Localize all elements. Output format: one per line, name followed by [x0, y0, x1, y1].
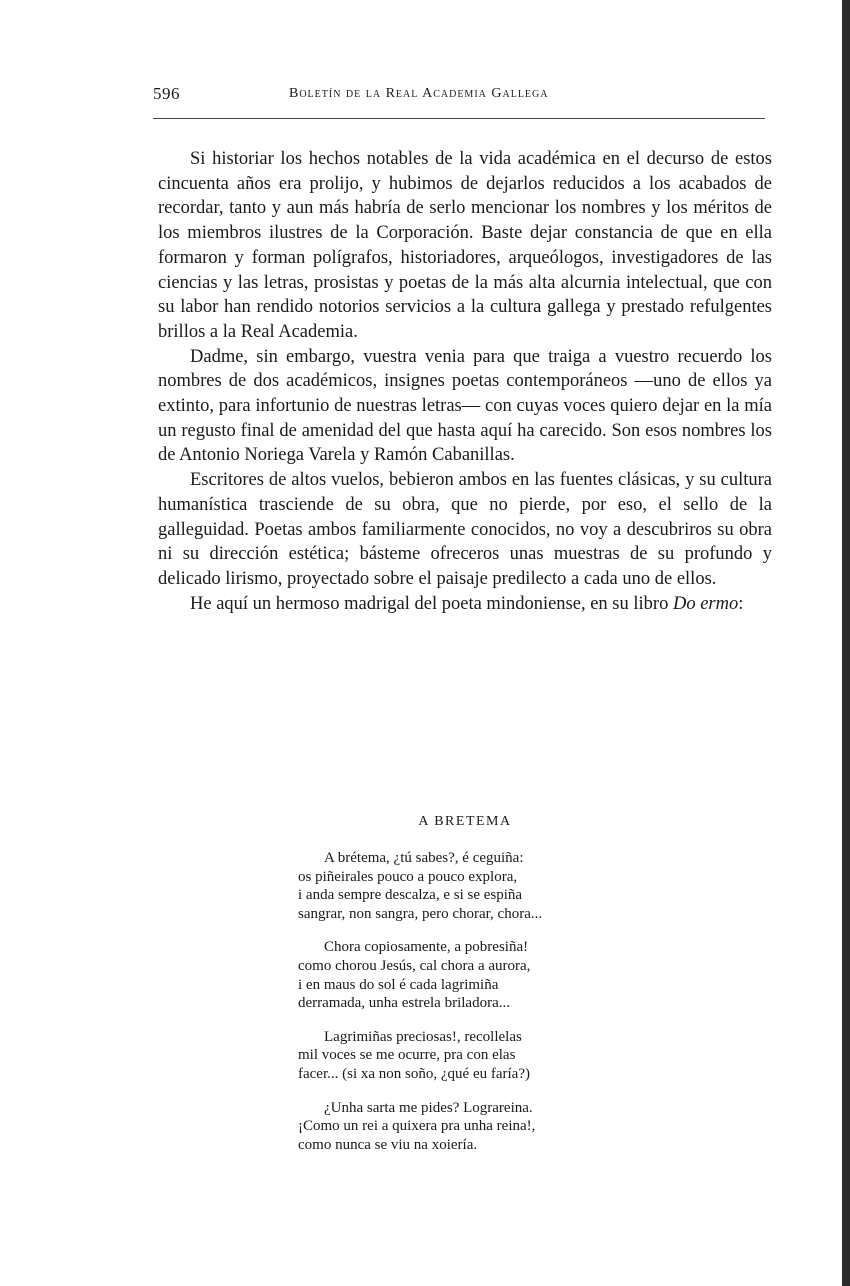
poem-stanza — [298, 1028, 718, 1084]
poem — [298, 849, 718, 1169]
body-text — [158, 147, 772, 616]
poem-line: A brétema, ¿tú sabes?, é ceguiña: — [324, 850, 524, 866]
poem-line: os piñeirales pouco a pouco explora, — [298, 868, 518, 885]
page-number: 596 — [153, 84, 180, 103]
poem-stanza — [298, 1099, 718, 1155]
poem-line: como nunca se viu na xoiería. — [298, 1136, 478, 1153]
poem-line: derramada, unha estrela briladora... — [298, 995, 510, 1012]
scan-edge — [842, 0, 850, 1286]
book-title: Do ermo — [672, 593, 739, 614]
running-title: Boletín de la Real Academia Gallega — [289, 86, 549, 101]
poem-line: mil voces se me ocurre, pra con elas — [298, 1047, 516, 1064]
intro-paragraph — [158, 592, 772, 617]
poem-line: sangrar, non sangra, pero chorar, chora... — [298, 905, 543, 922]
poem-line: ¿Unha sarta me pides? Lograreina. — [324, 1099, 533, 1116]
poem-line: como chorou Jesús, cal chora a aurora, — [298, 957, 531, 974]
paragraph: Si historiar los hechos notables de la vida académica en el decurso de estos cincuenta años era prolijo, y hubimos de dejarlos reducidos a los acabados de recordar, tanto y aun más habría de serlo mencionar los nombres y los méritos de los miembros ilustres de la Corporación. Baste dejar constancia de que en ella formaron y forman polígrafos, historiadores, arqueólogos, investigadores de las ciencias y las letras, prosistas y poetas de la más alta alcurnia intelectual, que con su labor han rendido notorios servicios a la cultura gallega y prestado refulgentes brillos a la Real Academia. — [158, 149, 772, 342]
poem-line: ¡Como un rei a quixera pra unha reina!, — [298, 1118, 536, 1135]
page-header — [153, 84, 765, 110]
poem-line: facer... (si xa non soño, ¿qué eu faría?) — [298, 1065, 530, 1082]
header-rule — [153, 118, 765, 119]
poem-stanza — [298, 849, 718, 923]
intro-text: He aquí un hermoso madrigal del poeta mindoniense, en su libro — [190, 593, 673, 614]
poem-line: Lagrimiñas preciosas!, recollelas — [324, 1028, 522, 1045]
poem-stanza — [298, 938, 718, 1012]
poem-title: A BRETEMA — [418, 814, 512, 829]
paragraph: Escritores de altos vuelos, bebieron ambos en las fuentes clásicas, y su cultura humanística trasciende de su obra, que no pierde, por eso, el sello de la galleguidad. Poetas ambos familiarmente conocidos, no voy a descubriros su obra ni su dirección estética; básteme ofreceros unas muestras de su profundo y delicado lirismo, proyectado sobre el paisaje predilecto a cada uno de ellos. — [158, 470, 772, 589]
poem-line: i en maus do sol é cada lagrimiña — [298, 976, 499, 993]
poem-line: Chora copiosamente, a pobresiña! — [324, 939, 529, 956]
poem-line: i anda sempre descalza, e si se espiña — [298, 887, 523, 904]
intro-after: : — [738, 593, 744, 614]
paragraph: Dadme, sin embargo, vuestra venia para que traiga a vuestro recuerdo los nombres de dos académicos, insignes poetas contemporáneos —uno de ellos ya extinto, para infortunio de nuestras letras— con cuyas voces quiero dejar en la mía un regusto final de amenidad del que hasta aquí ha carecido. Son esos nombres los de Antonio Noriega Varela y Ramón Cabanillas. — [158, 346, 772, 466]
